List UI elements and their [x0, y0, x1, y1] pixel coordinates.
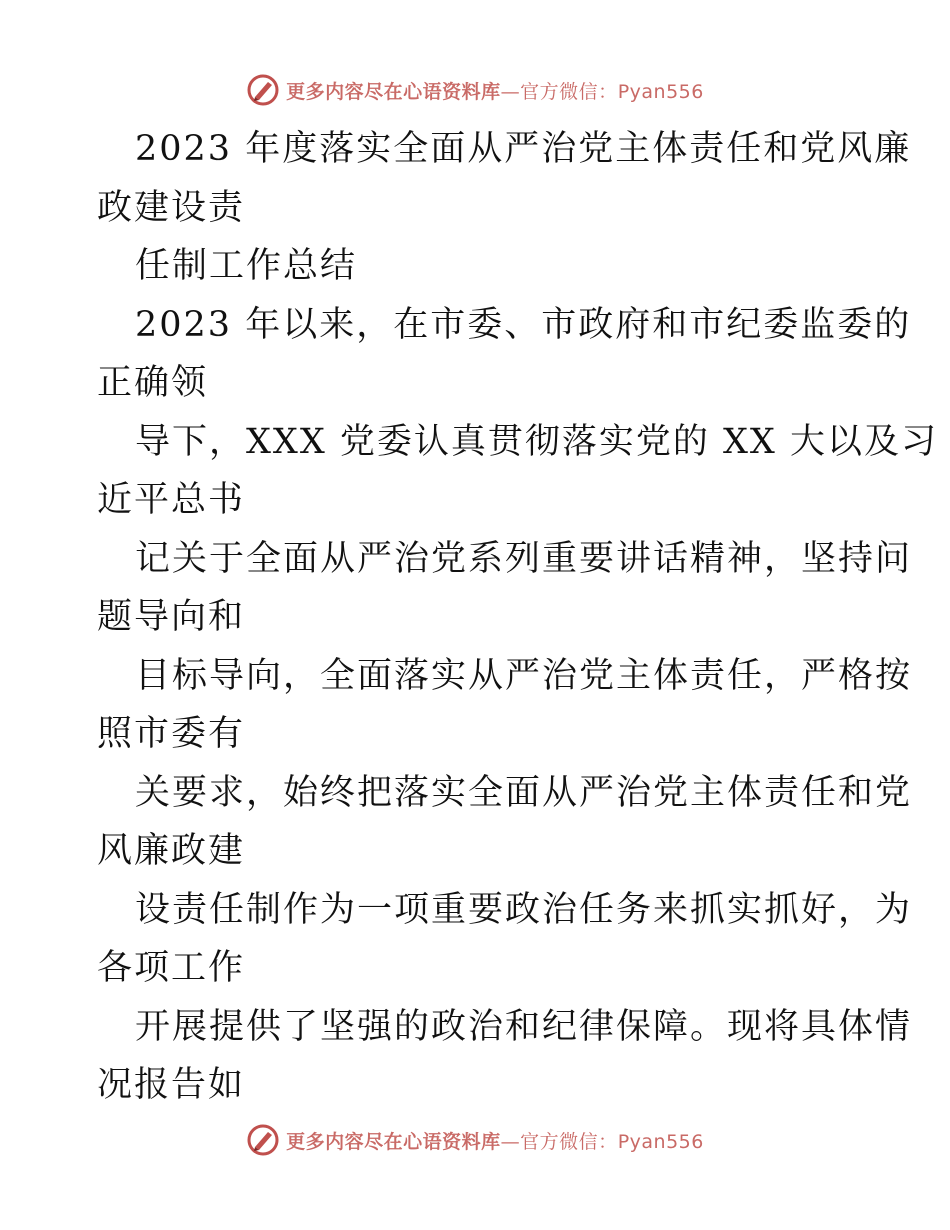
- footer-watermark-banner: [0, 1120, 950, 1160]
- banner-wechat-label: 官方微信：: [520, 80, 618, 103]
- banner-label: 更多内容尽在心语资料库: [286, 1130, 501, 1153]
- pen-circle-logo-icon: [246, 73, 280, 107]
- text-line: 风廉政建: [97, 831, 246, 871]
- banner-wechat-id: Pyan556: [617, 80, 704, 103]
- text-line: 2023 年度落实全面从严治党主体责任和党风廉: [135, 129, 912, 169]
- text-line: 记关于全面从严治党系列重要讲话精神，坚持问: [135, 538, 913, 579]
- text-line: 近平总书: [97, 480, 246, 520]
- header-watermark-banner: [0, 70, 950, 110]
- pen-circle-logo-icon: [246, 1123, 280, 1157]
- banner-dash: —: [500, 80, 521, 103]
- text-line: 政建设责: [97, 187, 246, 228]
- text-line: 各项工作: [97, 948, 246, 988]
- text-line: 目标导向，全面落实从严治党主体责任，严格按: [135, 655, 913, 696]
- banner-wechat-id: Pyan556: [617, 1130, 704, 1153]
- text-line: 题导向和: [97, 597, 246, 637]
- text-line: 况报告如: [97, 1065, 246, 1105]
- text-line: 2023 年以来，在市委、市政府和市纪委监委的: [135, 304, 912, 345]
- text-line: 导下，XXX 党委认真贯彻落实党的 XX 大以及习: [135, 421, 938, 462]
- text-line: 设责任制作为一项重要政治任务来抓实抓好，为: [135, 889, 913, 930]
- text-line: 关要求，始终把落实全面从严治党主体责任和党: [135, 772, 913, 813]
- text-line: 任制工作总结: [135, 246, 358, 286]
- banner-text: [286, 1127, 704, 1154]
- banner-text: [286, 77, 704, 104]
- banner-label: 更多内容尽在心语资料库: [286, 80, 501, 103]
- text-line: 正确领: [97, 363, 209, 403]
- banner-wechat-label: 官方微信：: [520, 1130, 618, 1153]
- text-line: 照市委有: [97, 714, 246, 754]
- banner-dash: —: [500, 1130, 521, 1153]
- text-line: 开展提供了坚强的政治和纪律保障。现将具体情: [135, 1006, 913, 1047]
- document-body: [97, 120, 938, 1115]
